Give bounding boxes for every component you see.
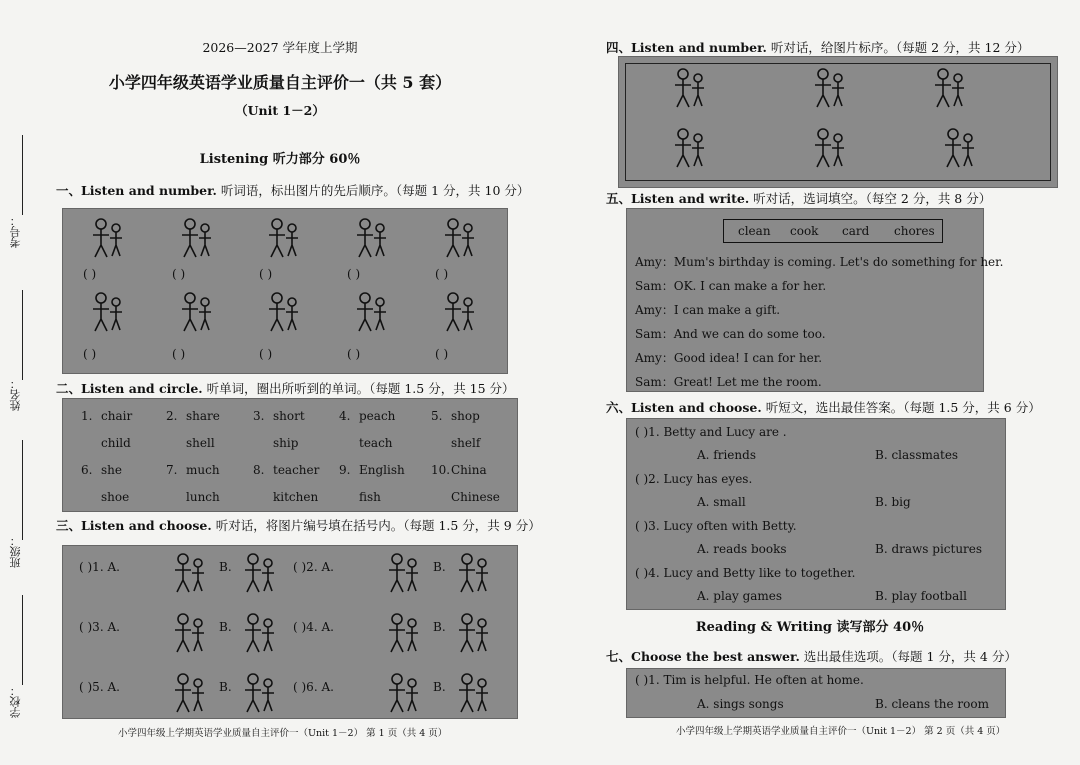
- option-b[interactable]: B. draws pictures: [875, 542, 983, 556]
- option-a[interactable]: A. reads books: [697, 542, 787, 556]
- option-a-picture: [383, 550, 423, 594]
- option-b-picture: [453, 610, 493, 654]
- dialogue-picture: [669, 125, 709, 169]
- class-label: 班级：: [9, 535, 22, 568]
- option-a[interactable]: A. play games: [697, 589, 783, 603]
- choice-word[interactable]: she: [101, 463, 122, 477]
- choice-word[interactable]: shell: [186, 436, 215, 450]
- section-3-picture-panel: [62, 545, 518, 719]
- choice-word[interactable]: shoe: [101, 490, 130, 504]
- dialogue-picture: [929, 65, 969, 109]
- word-bank-item: cook: [790, 224, 819, 238]
- dialogue-line: Amy：Mum's birthday is coming. Let's do something for her.: [635, 255, 1004, 269]
- choice-word[interactable]: lunch: [186, 490, 220, 504]
- unit-label: （Unit 1－2）: [235, 103, 325, 118]
- answer-bracket[interactable]: ( ): [83, 267, 97, 281]
- question-label: ( )1. A.: [79, 560, 120, 574]
- question-label: ( )4. A.: [293, 620, 334, 634]
- choice-word[interactable]: English: [359, 463, 405, 477]
- question-label: ( )2. A.: [293, 560, 334, 574]
- reading-writing-header: Reading & Writing 读写部分 40％: [695, 620, 925, 635]
- dialogue-line: Sam：Great! Let me the room.: [635, 375, 822, 389]
- picture-illustration: [263, 215, 303, 259]
- dialogue-line: Amy：I can make a gift.: [635, 303, 781, 317]
- picture-illustration: [439, 289, 479, 333]
- option-b[interactable]: B. cleans the room: [875, 697, 989, 711]
- answer-bracket[interactable]: ( ): [347, 267, 361, 281]
- page-title: 小学四年级英语学业质量自主评价一（共 5 套）: [108, 73, 452, 92]
- choice-word[interactable]: shelf: [451, 436, 481, 450]
- choice-word[interactable]: kitchen: [273, 490, 319, 504]
- item-number: 7.: [166, 463, 178, 477]
- choice-word[interactable]: short: [273, 409, 305, 423]
- item-number: 2.: [166, 409, 178, 423]
- choice-word[interactable]: child: [101, 436, 131, 450]
- item-number: 5.: [431, 409, 443, 423]
- word-bank-item: card: [842, 224, 870, 238]
- option-b-label: B.: [219, 620, 232, 634]
- page-footer-right: 小学四年级上学期英语学业质量自主评价一（Unit 1－2） 第 2 页（共 4 页）: [676, 726, 1006, 737]
- section-3-heading: 三、Listen and choose. 听对话，将图片编号填在括号内。（每题 1.5 分，共 9 分）: [56, 518, 541, 533]
- choice-word[interactable]: ship: [273, 436, 299, 450]
- answer-bracket[interactable]: ( ): [83, 347, 97, 361]
- answer-bracket[interactable]: ( ): [347, 347, 361, 361]
- choice-word[interactable]: teacher: [273, 463, 320, 477]
- option-a-picture: [383, 670, 423, 714]
- dialogue-line: Amy：Good idea! I can for her.: [635, 351, 823, 365]
- section-4-heading: 四、Listen and number. 听对话，给图片标序。（每题 2 分，共 12 分）: [606, 40, 1030, 55]
- choice-word[interactable]: shop: [451, 409, 480, 423]
- margin-line: [22, 440, 23, 540]
- choice-word[interactable]: chair: [101, 409, 133, 423]
- section-5-dialogue-panel: [626, 208, 1004, 392]
- question-label: ( )3. A.: [79, 620, 120, 634]
- word-bank-item: clean: [738, 224, 771, 238]
- picture-illustration: [176, 289, 216, 333]
- choice-word[interactable]: Chinese: [451, 490, 500, 504]
- question-text: ( )1. Betty and Lucy are .: [635, 425, 787, 439]
- option-a[interactable]: A. small: [697, 495, 746, 509]
- option-a-picture: [169, 610, 209, 654]
- dialogue-picture: [669, 65, 709, 109]
- listening-header: Listening 听力部分 60％: [199, 152, 361, 167]
- item-number: 3.: [253, 409, 265, 423]
- section-7-question-panel: [626, 668, 1006, 718]
- dialogue-picture: [809, 125, 849, 169]
- option-b-picture: [453, 670, 493, 714]
- section-4-picture-panel: [618, 56, 1058, 188]
- answer-bracket[interactable]: ( ): [435, 267, 449, 281]
- option-a[interactable]: A. sings songs: [697, 697, 784, 711]
- item-number: 6.: [81, 463, 93, 477]
- picture-illustration: [439, 215, 479, 259]
- choice-word[interactable]: fish: [359, 490, 381, 504]
- section-6-heading: 六、Listen and choose. 听短文，选出最佳答案。（每题 1.5 分，共 6 分）: [606, 400, 1041, 415]
- question-text: ( )1. Tim is helpful. He often at home.: [635, 673, 864, 687]
- option-a[interactable]: A. friends: [697, 448, 756, 462]
- item-number: 9.: [339, 463, 351, 477]
- choice-word[interactable]: China: [451, 463, 487, 477]
- answer-bracket[interactable]: ( ): [259, 347, 273, 361]
- dialogue-line: Sam：OK. I can make a for her.: [635, 279, 827, 293]
- picture-illustration: [263, 289, 303, 333]
- option-b-label: B.: [219, 680, 232, 694]
- option-a-picture: [383, 610, 423, 654]
- dialogue-picture: [939, 125, 979, 169]
- question-label: ( )6. A.: [293, 680, 334, 694]
- exam-number-label: 考号：: [9, 215, 22, 248]
- question-text: ( )3. Lucy often with Betty.: [635, 519, 797, 533]
- section-2-heading: 二、Listen and circle. 听单词，圈出所听到的单词。（每题 1.5 分，共 15 分）: [56, 381, 515, 396]
- answer-bracket[interactable]: ( ): [259, 267, 273, 281]
- choice-word[interactable]: peach: [359, 409, 396, 423]
- item-number: 8.: [253, 463, 265, 477]
- option-b[interactable]: B. classmates: [875, 448, 959, 462]
- school-label: 学校：: [9, 685, 22, 718]
- margin-line: [22, 290, 23, 380]
- picture-illustration: [87, 215, 127, 259]
- dialogue-line: Sam：And we can do some too.: [635, 327, 826, 341]
- question-text: ( )4. Lucy and Betty like to together.: [635, 566, 856, 580]
- answer-bracket[interactable]: ( ): [172, 347, 186, 361]
- option-b-label: B.: [219, 560, 232, 574]
- page-footer-left: 小学四年级上学期英语学业质量自主评价一（Unit 1－2） 第 1 页（共 4 页）: [118, 728, 448, 739]
- picture-illustration: [87, 289, 127, 333]
- item-number: 4.: [339, 409, 351, 423]
- question-text: ( )2. Lucy has eyes.: [635, 472, 753, 486]
- word-bank: [723, 219, 943, 243]
- margin-line: [22, 135, 23, 215]
- section-2-word-panel: [62, 398, 518, 512]
- option-b-picture: [239, 550, 279, 594]
- dialogue-picture: [809, 65, 849, 109]
- answer-bracket[interactable]: ( ): [172, 267, 186, 281]
- option-b[interactable]: B. play football: [875, 589, 967, 603]
- word-bank-item: chores: [894, 224, 935, 238]
- option-b-picture: [453, 550, 493, 594]
- choice-word[interactable]: much: [186, 463, 220, 477]
- answer-bracket[interactable]: ( ): [435, 347, 449, 361]
- section-6-question-panel: [626, 418, 1006, 610]
- picture-illustration: [176, 215, 216, 259]
- option-b-label: B.: [433, 620, 446, 634]
- option-b-label: B.: [433, 560, 446, 574]
- name-label: 姓名：: [9, 378, 22, 411]
- choice-word[interactable]: teach: [359, 436, 393, 450]
- picture-illustration: [351, 289, 391, 333]
- picture-illustration: [351, 215, 391, 259]
- question-label: ( )5. A.: [79, 680, 120, 694]
- choice-word[interactable]: share: [186, 409, 220, 423]
- option-b[interactable]: B. big: [875, 495, 911, 509]
- item-number: 10.: [431, 463, 451, 477]
- margin-line: [22, 595, 23, 685]
- section-1-picture-panel: [62, 208, 508, 374]
- section-1-heading: 一、Listen and number. 听词语，标出图片的先后顺序。（每题 1 分，共 10 分）: [56, 183, 530, 198]
- option-a-picture: [169, 550, 209, 594]
- option-b-label: B.: [433, 680, 446, 694]
- section-5-heading: 五、Listen and write. 听对话，选词填空。（每空 2 分，共 8 分）: [606, 191, 992, 206]
- option-b-picture: [239, 670, 279, 714]
- option-b-picture: [239, 610, 279, 654]
- section-7-heading: 七、Choose the best answer. 选出最佳选项。（每题 1 分，共 4 分）: [606, 649, 1017, 664]
- school-year: 2026—2027 学年度上学期: [202, 40, 358, 55]
- option-a-picture: [169, 670, 209, 714]
- item-number: 1.: [81, 409, 93, 423]
